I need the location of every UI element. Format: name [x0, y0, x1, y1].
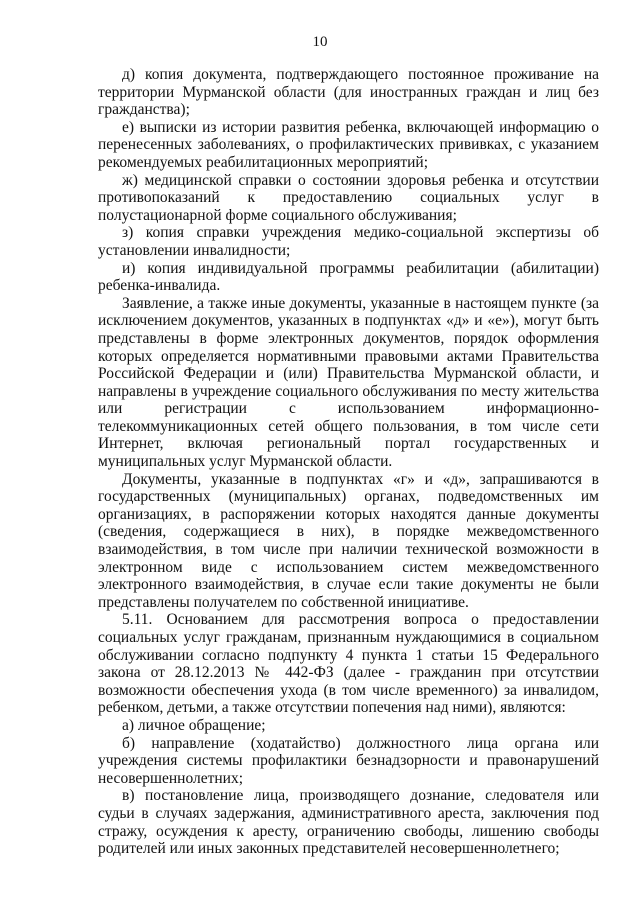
- paragraph-i: и) копия индивидуальной программы реабилитации (абилитации) ребенка-инвалида.: [98, 259, 599, 295]
- paragraph-z: з) копия справки учреждения медико-социальной экспертизы об установлении инвалидности;: [98, 224, 599, 259]
- paragraph-zh: ж) медицинской справки о состоянии здоровья ребенка и отсутствии противопоказаний к предоставлению социальных услуг в полустационарной форме социального обслуживания;: [98, 171, 599, 224]
- paragraph-electronic-documents: Заявление, а также иные документы, указанные в настоящем пункте (за исключением документов, указанных в подпунктах «д» и «е»), могут быть представлены в форме электронных документов, порядок оформления которых определяется нормативными правовыми актами Правительства Российской Федерации и (или) Правительства Мурманской области, и направлены в учреждение социального обслуживания по месту жительства или регистрации с использованием информационно-телекоммуникационных сетей общего пользования, в том числе сети Интернет, включая региональный портал государственных и муниципальных услуг Мурманской области.: [98, 294, 599, 471]
- paragraph-e: е) выписки из истории развития ребенка, включающей информацию о перенесенных заболеваниях, о профилактических прививках, с указанием рекомендуемых реабилитационных мероприятий;: [98, 118, 599, 171]
- paragraph-v: в) постановление лица, производящего дознание, следователя или судьи в случаях задержания, административного ареста, заключения под стражу, осуждения к аресту, ограничению свободы, лишению свободы родителей или иных законных представителей несовершеннолетнего;: [98, 787, 599, 858]
- paragraph-b: б) направление (ходатайство) должностного лица органа или учреждения системы профилактики безнадзорности и правонарушений несовершеннолетних;: [98, 734, 599, 787]
- paragraph-a: а) личное обращение;: [122, 716, 266, 734]
- page-number: 10: [312, 34, 328, 50]
- paragraph-d: д) копия документа, подтверждающего постоянное проживание на территории Мурманской области (для иностранных граждан и лиц без гражданства);: [98, 66, 599, 119]
- paragraph-5-11: 5.11. Основанием для рассмотрения вопроса о предоставлении социальных услуг гражданам, признанным нуждающимися в социальном обслуживании согласно подпункту 4 пункта 1 статьи 15 Федерального закона от 28.12.2013 № 442-ФЗ (далее - гражданин при отсутствии возможности обеспечения ухода (в том числе временного) за инвалидом, ребенком, детьми, а также отсутствии попечения над ними), являются:: [98, 611, 599, 717]
- document-body: [98, 66, 599, 858]
- paragraph-interagency-requests: Документы, указанные в подпунктах «г» и «д», запрашиваются в государственных (муниципальных) органах, подведомственных им организациях, в распоряжении которых находятся данные документы (сведения, содержащиеся в них), в порядке межведомственного взаимодействия, в том числе при наличии технической возможности в электронном виде с использованием систем межведомственного электронного взаимодействия, в случае если такие документы не были представлены получателем по собственной инициативе.: [98, 470, 599, 611]
